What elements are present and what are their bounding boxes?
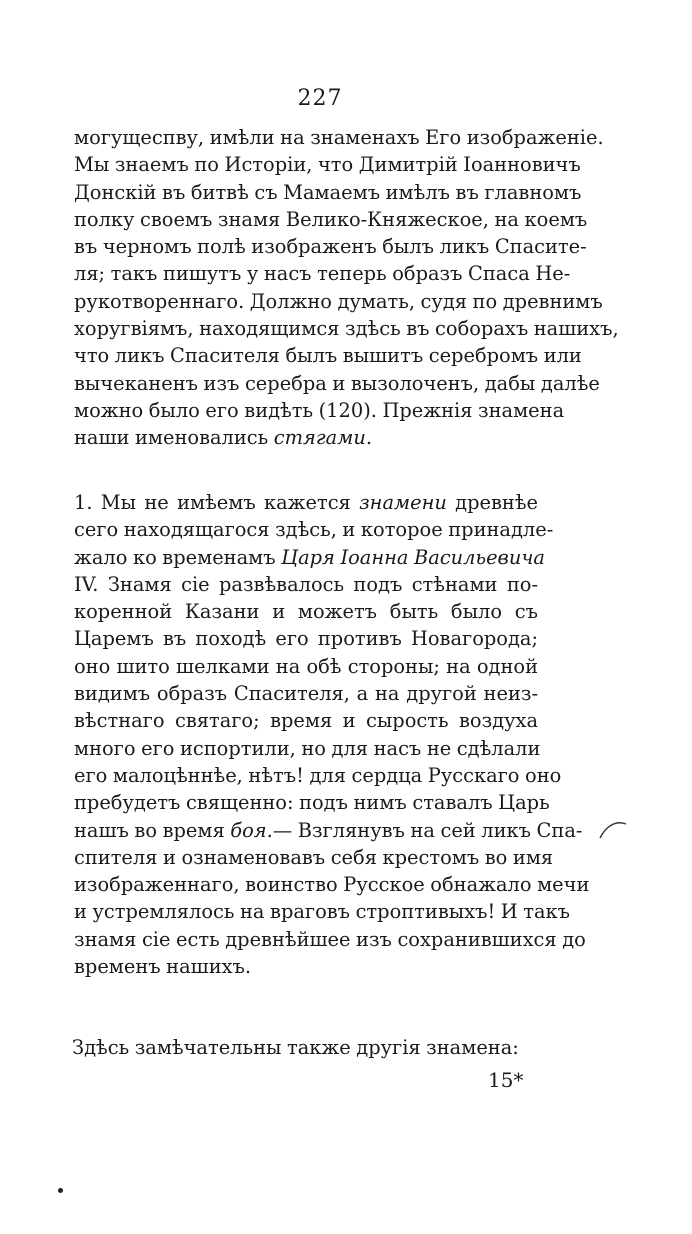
text-line: ля; такъ пишутъ у насъ теперь образъ Спаса Не- [74,262,571,286]
italic-term: Царя Іоанна Васильевича [281,545,545,569]
text-line: рукотвореннаго. Должно думать, судя по древнимъ [74,289,603,313]
text-line [74,544,545,571]
paragraph-3 [72,1034,536,1061]
text-line: Мы знаемъ по Исторіи, что Димитрій Іоанновичъ [74,153,581,177]
text-line: временъ нашихъ. [74,955,252,979]
text-line: IV. Знамя сіе развѣвалось подъ стѣнами по- [74,572,538,596]
text-line: пребудетъ священно: подъ нимъ ставалъ Царь [74,791,550,815]
italic-term: стягами [273,426,366,450]
text-segment: . [365,426,372,450]
text-line: его малоцѣннѣе, нѣтъ! для сердца Русскаго оно [74,763,562,787]
text-line: спителя и ознаменовавъ себя крестомъ во имя [74,845,554,869]
text-line: много его испортили, но для насъ не сдѣлали [74,736,541,760]
text-segment: — Взглянувъ на сей ликъ Спа- [272,818,583,842]
margin-pencil-mark [598,818,628,842]
text-segment: жало ко временамъ [74,545,276,569]
text-segment: наши именовались [74,426,269,450]
text-line: сего находящагося здѣсь, и которое принадле- [74,518,554,542]
text-line: въ черномъ полѣ изображенъ былъ ликъ Спасите- [74,235,587,259]
text-line: Здѣсь замѣчательны также другія знамена: [72,1036,519,1059]
text-line: вычеканенъ изъ серебра и вызолоченъ, дабы далѣе [74,371,600,395]
text-line: могущеспву, имѣли на знаменахъ Его изображеніе. [74,126,604,149]
text-segment: древнѣе [455,491,538,514]
text-segment: 1. Мы не имѣемъ кажется [74,491,351,514]
text-line [74,817,583,844]
text-line: что ликъ Спасителя былъ вышитъ серебромъ или [74,344,582,368]
text-line: хоругвіямъ, находящимся здѣсь въ соборахъ нашихъ, [74,317,619,341]
italic-term: боя. [230,818,273,842]
text-line: оно шито шелками на обѣ стороны; на одной [74,654,538,678]
paragraph-1 [74,124,619,452]
text-line: можно было его видѣть (120). Прежнія знамена [74,398,565,422]
text-line: полку своемъ знамя Велико-Княжеское, на коемъ [74,207,588,231]
printer-signature: 15* [488,1068,524,1092]
italic-term: знамени [359,491,447,514]
text-line [74,424,538,451]
text-line: вѣстнаго святаго; время и сырость воздуха [74,709,538,733]
text-line: Царемъ въ походѣ его противъ Новагорода; [74,627,538,651]
text-line: знамя сіе есть древнѣйшее изъ сохранившихся до [74,927,586,951]
paragraph-2 [74,489,590,980]
text-line [74,489,538,516]
text-line: изображеннаго, воинство Русское обнажало мечи [74,873,590,897]
text-segment: нашъ во время [74,818,225,842]
text-line: коренной Казани и можетъ быть было съ [74,600,538,624]
page-number: 227 [297,86,343,111]
text-line: и устремлялось на враговъ строптивыхъ! И такъ [74,900,571,924]
text-line: Донскій въ битвѣ съ Мамаемъ имѣлъ въ главномъ [74,180,582,204]
ink-dot [58,1188,63,1193]
text-line: видимъ образъ Спасителя, а на другой неиз- [74,682,538,706]
